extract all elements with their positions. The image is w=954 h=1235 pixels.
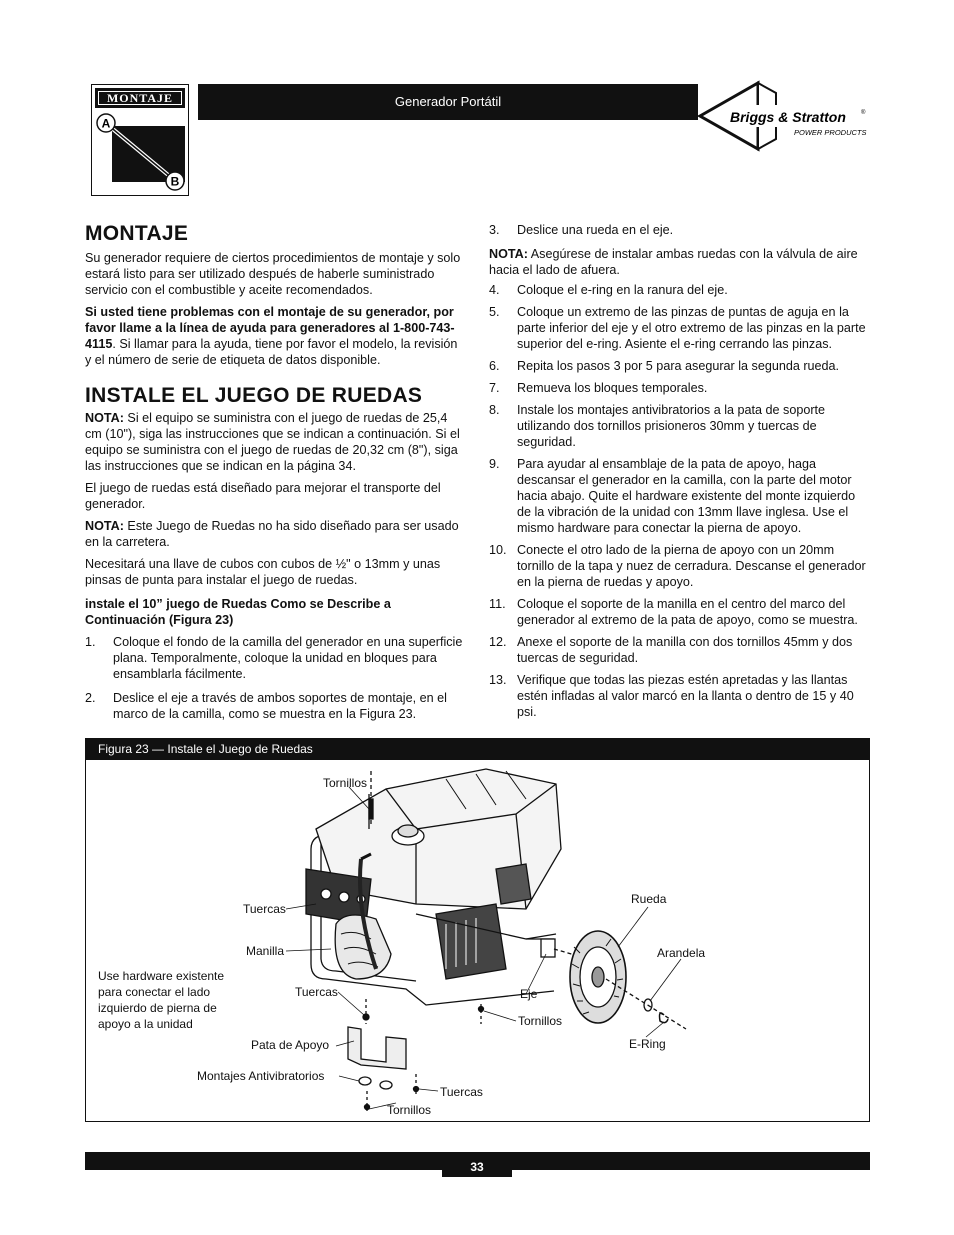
badge-label: MONTAJE <box>98 91 182 105</box>
label-montajes-antivibratorios: Montajes Antivibratorios <box>197 1069 325 1083</box>
step-12: 12. Anexe el soporte de la manilla con dos tornillos 45mm y dos tuercas de seguridad. <box>489 635 853 665</box>
logo-registered-mark: ® <box>861 110 866 116</box>
helpline-rest: . Si llamar para la ayuda, tiene por favor el modelo, la revisión y el número de serie de etiqueta de datos disponible. <box>85 337 458 367</box>
note-label: NOTA: <box>85 519 124 533</box>
assembly-a-to-b-icon <box>95 112 185 192</box>
figure-23 <box>85 738 870 1122</box>
step-9: 9. Para ayudar al ensamblaje de la pata de apoyo, haga descansar el generador en la camilla, con la parte del motor hacia abajo. Quite el hardware existente del monte izquierdo de la vibración de la unidad con 13mm llave inglesa. Use el mismo hardware para conectar la pierna de apoyo. <box>489 457 856 535</box>
intro-paragraph: Su generador requiere de ciertos procedimientos de montaje y solo estará listo para ser utilizado después de haberle suministrado servicio con el combustible y aceite recomendados. <box>85 251 461 297</box>
logo-subtitle: POWER PRODUCTS <box>794 128 867 137</box>
step-11: 11. Coloque el soporte de la manilla en el centro del marco del generador al extremo de la pata de apoyo, como se muestra. <box>489 597 858 627</box>
step-3: 3. Deslice una rueda en el eje. <box>489 223 674 237</box>
label-tuercas-1: Tuercas <box>243 902 286 916</box>
section-heading-ruedas: INSTALE EL JUEGO DE RUEDAS <box>85 384 423 407</box>
section-badge <box>91 84 189 196</box>
label-pata-de-apoyo: Pata de Apoyo <box>251 1038 330 1052</box>
note-wheel-size: NOTA: Si el equipo se suministra con el juego de ruedas de 25,4 cm (10"), siga las instrucciones que se indican a continuación. Si el equipo se suministra con el juego de ruedas de 20,32 cm (8"), siga las instrucciones que se indican en la página 34. <box>85 411 460 473</box>
label-tornillos-bottom: Tornillos <box>387 1103 432 1117</box>
left-column <box>85 222 465 728</box>
label-tuercas-2: Tuercas <box>295 985 338 999</box>
section-heading-montaje: MONTAJE <box>85 222 189 245</box>
note-label: NOTA: <box>85 411 124 425</box>
header-title: Generador Portátil <box>394 94 502 109</box>
helpline-paragraph <box>85 304 465 368</box>
briggs-stratton-logo <box>698 80 868 152</box>
step-7: 7. Remueva los bloques temporales. <box>489 381 708 395</box>
step-8: 8. Instale los montajes antivibratorios a la pata de soporte utilizando dos tornillos prisioneros 30mm y tuercas de seguridad. <box>489 403 826 449</box>
figure-note: Use hardware existente para conectar el lado izquierdo de pierna de apoyo a la unidad <box>98 969 225 1031</box>
figure-caption: Figura 23 — Instale el Juego de Ruedas <box>98 742 313 756</box>
wheel-kit-illustration <box>86 739 868 1120</box>
label-manilla: Manilla <box>246 944 285 958</box>
label-eje: Eje <box>520 987 538 1001</box>
logo-text: Briggs & Stratton <box>730 109 846 125</box>
procedure-subheading: instale el 10” juego de Ruedas Como se Describe a Continuación (Figura 23) <box>85 597 391 627</box>
step-13: 13. Verifique que todas las piezas estén apretadas y las llantas estén infladas al valor marcó en la llanta o dentro de 15 y 40 psi. <box>489 673 854 719</box>
purpose-paragraph: El juego de ruedas está diseñado para mejorar el transporte del generador. <box>85 481 441 511</box>
page-number-tab <box>442 1152 512 1177</box>
badge-point-b: B <box>170 174 180 189</box>
label-tornillos-top: Tornillos <box>323 776 368 790</box>
label-arandela: Arandela <box>657 946 706 960</box>
tools-paragraph: Necesitará una llave de cubos con cubos de ½" o 13mm y unas pinsas de punta para instalar el juego de ruedas. <box>85 557 441 587</box>
header-title-bar <box>198 84 698 120</box>
label-rueda: Rueda <box>631 892 667 906</box>
step-4: 4. Coloque el e-ring en la ranura del eje. <box>489 283 728 297</box>
label-e-ring: E-Ring <box>629 1037 666 1051</box>
note-road-use: NOTA: Este Juego de Ruedas no ha sido diseñado para ser usado en la carretera. <box>85 519 459 549</box>
page-number: 33 <box>470 1160 484 1174</box>
badge-point-a: A <box>101 116 111 131</box>
step-6: 6. Repita los pasos 3 por 5 para asegurar la segunda rueda. <box>489 359 840 373</box>
right-column <box>489 222 869 726</box>
step-5: 5. Coloque un extremo de las pinzas de puntas de aguja en la parte inferior del eje y el otro extremo de las pinzas en la parte superior del e-ring. Asiente el e-ring cerrando las pinzas. <box>489 305 866 351</box>
label-tornillos-mid: Tornillos <box>518 1014 563 1028</box>
badge-label-box <box>95 88 185 108</box>
note-valve: NOTA: Asegúrese de instalar ambas ruedas con la válvula de aire hacia el lado de afuera. <box>489 247 858 277</box>
step-1: 1. Coloque el fondo de la camilla del generador en una superficie plana. Temporalmente, coloque la unidad en bloques para ensamblarla fácilmente. <box>85 635 463 681</box>
step-10: 10. Conecte el otro lado de la pierna de apoyo con un 20mm tornillo de la tapa y nuez de cerradura. Descanse el generador en la pierna de ruedas y apoyo. <box>489 543 866 589</box>
step-2: 2. Deslice el eje a través de ambos soportes de montaje, en el marco de la camilla, como se muestra en la Figura 23. <box>85 691 447 721</box>
helpline-bold: Si usted tiene problemas con el montaje de su generador, por favor llame a la línea de ayuda para generadores al 1-800-743-4115 <box>85 305 455 351</box>
label-tuercas-3: Tuercas <box>440 1085 483 1099</box>
